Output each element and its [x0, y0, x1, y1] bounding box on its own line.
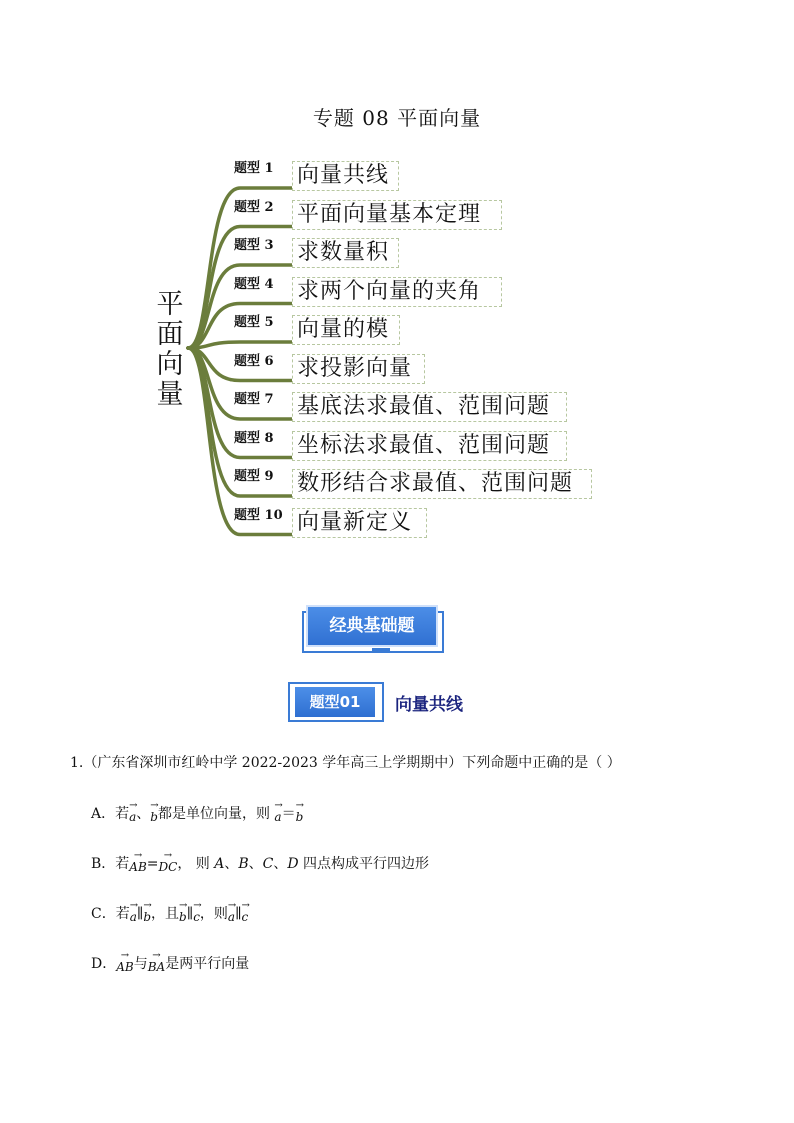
banner-notch: [372, 648, 390, 652]
vector-b: → b: [143, 904, 151, 924]
vector-dc: → DC: [159, 854, 178, 874]
option-c: [91, 903, 248, 924]
branch-topic: 向量共线: [292, 161, 399, 191]
option-c-prefix: C．若: [91, 906, 130, 922]
separator: 、: [273, 856, 288, 872]
type-title: 向量共线: [395, 695, 463, 715]
equals-sign: =: [146, 856, 159, 872]
vector-a: → a: [129, 804, 136, 824]
option-d-text: 与: [133, 956, 148, 972]
vector-a: → a: [274, 804, 281, 824]
branch-connector: [188, 342, 294, 348]
vector-ab: → AB: [116, 954, 133, 974]
mindmap-root: [152, 290, 188, 410]
branch-tag: 题型 7: [234, 392, 274, 407]
question-stem: 1.（广东省深圳市红岭中学 2022-2023 学年高三上学期期中）下列命题中正确的是（ ）: [70, 755, 621, 771]
branch-topic: 平面向量基本定理: [292, 200, 502, 230]
option-b: [91, 853, 429, 874]
separator: 、: [224, 856, 239, 872]
option-d-prefix: D．: [91, 956, 117, 972]
branch-topic: 坐标法求最值、范围问题: [292, 431, 567, 461]
section-banner-label: 经典基础题: [306, 605, 438, 647]
vector-a: → a: [130, 904, 137, 924]
parallel-sign: ∥: [136, 906, 144, 922]
branch-tag: 题型 6: [234, 353, 274, 369]
option-d-end: 是两平行向量: [165, 956, 250, 972]
point-d: D: [287, 856, 299, 872]
parallel-sign: ∥: [235, 906, 242, 922]
option-a-prefix: A．若: [91, 806, 130, 822]
vector-ab: → AB: [129, 854, 146, 874]
vector-ba: → BA: [148, 954, 165, 974]
section-banner: [306, 605, 442, 647]
vector-b: → b: [150, 804, 158, 824]
vector-a: → a: [228, 904, 235, 924]
option-b-prefix: B．若: [91, 856, 130, 872]
branch-tag: 题型 8: [234, 430, 274, 446]
type-banner-label: 题型01: [295, 687, 375, 717]
type-banner: [290, 682, 386, 722]
branch-tag: 题型 3: [234, 238, 274, 253]
option-c-text: ，则: [199, 906, 228, 922]
branch-tag: 题型 9: [234, 469, 274, 484]
option-a-text: 都是单位向量，则: [157, 806, 275, 822]
separator: 、: [136, 806, 151, 822]
branch-topic: 求两个向量的夹角: [292, 277, 502, 307]
point-a: A: [214, 856, 225, 872]
option-a: [91, 803, 303, 824]
branch-topic: 向量新定义: [292, 508, 427, 538]
vector-c: → c: [193, 904, 200, 924]
root-char: 面: [156, 319, 184, 350]
branch-tag: 题型 4: [234, 276, 274, 292]
page-title: 专题 08 平面向量: [312, 106, 482, 130]
vector-b: → b: [296, 804, 304, 824]
vector-c: → c: [242, 904, 249, 924]
root-char: 向: [156, 349, 184, 380]
vector-b: → b: [179, 904, 187, 924]
branch-topic: 数形结合求最值、范围问题: [292, 469, 592, 499]
root-char: 平: [156, 289, 184, 320]
equals-sign: ＝: [281, 806, 296, 822]
branch-topic: 求数量积: [292, 238, 399, 268]
option-b-end: 四点构成平行四边形: [298, 856, 430, 872]
point-c: C: [262, 856, 274, 872]
branch-topic: 基底法求最值、范围问题: [292, 392, 567, 422]
branch-tag: 题型 1: [234, 161, 274, 176]
branch-topic: 向量的模: [292, 315, 400, 345]
option-d: [91, 953, 249, 974]
branch-tag: 题型 10: [234, 507, 283, 523]
option-b-text: ， 则: [177, 856, 215, 872]
option-c-text: ，且: [151, 906, 180, 922]
branch-topic: 求投影向量: [292, 354, 425, 384]
branch-tag: 题型 5: [234, 315, 274, 330]
separator: 、: [248, 856, 263, 872]
parallel-sign: ∥: [186, 906, 194, 922]
point-b: B: [238, 856, 249, 872]
branch-tag: 题型 2: [234, 199, 274, 215]
root-char: 量: [156, 379, 184, 410]
